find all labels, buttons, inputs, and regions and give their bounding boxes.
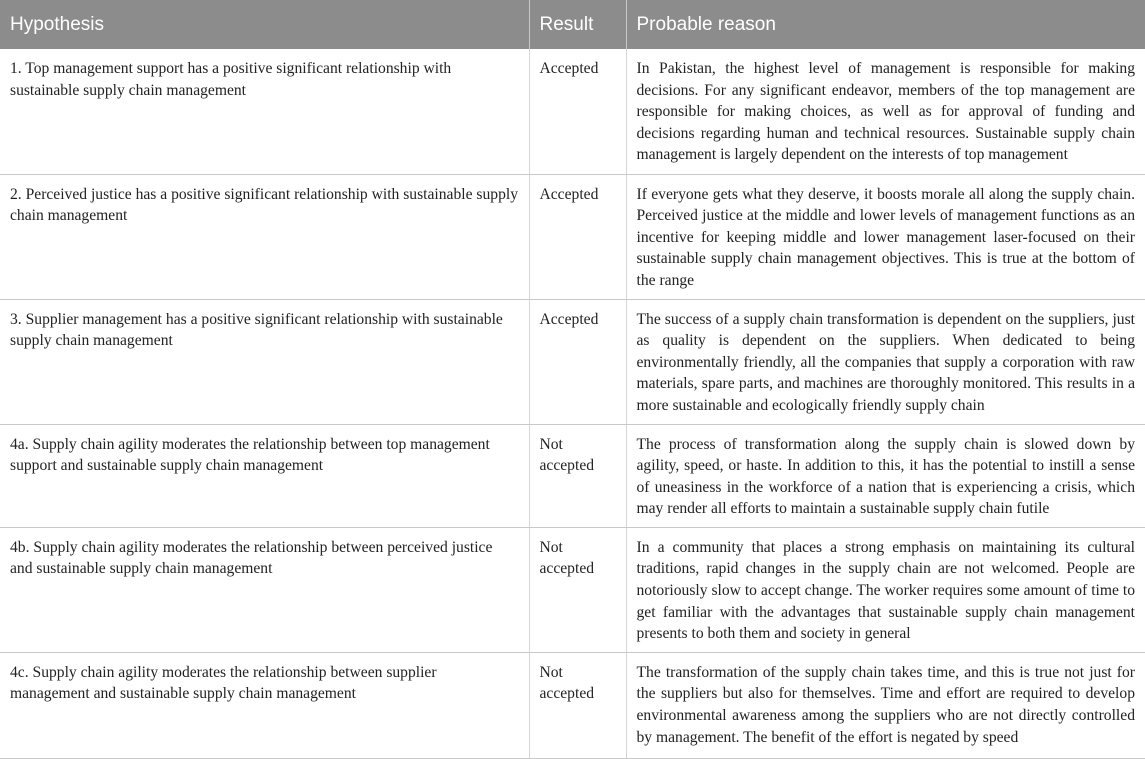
table-row [0, 49, 1145, 174]
table-header [0, 0, 1145, 49]
table-row [0, 299, 1145, 424]
table-row [0, 652, 1145, 758]
table-row [0, 174, 1145, 299]
hypothesis-cell: 4c. Supply chain agility moderates the relationship between supplier management and sustainable supply chain management [0, 652, 529, 758]
result-cell: Not accepted [529, 424, 626, 527]
result-cell: Accepted [529, 49, 626, 174]
result-cell: Not accepted [529, 527, 626, 652]
reason-cell: The process of transformation along the supply chain is slowed down by agility, speed, or haste. In addition to this, it has the potential to instill a sense of uneasiness in the workforce of a nation that is experiencing a crisis, which may render all efforts to maintain a sustainable supply chain futile [626, 424, 1145, 527]
header-hypothesis: Hypothesis [0, 0, 529, 49]
hypothesis-cell: 4b. Supply chain agility moderates the relationship between perceived justice and sustainable supply chain management [0, 527, 529, 652]
header-result: Result [529, 0, 626, 49]
reason-cell: The success of a supply chain transformation is dependent on the suppliers, just as quality is dependent on the suppliers. When dedicated to being environmentally friendly, all the companies that supply a corporation with raw materials, spare parts, and machines are thoroughly monitored. This results in a more sustainable and ecologically friendly supply chain [626, 299, 1145, 424]
reason-cell: In Pakistan, the highest level of management is responsible for making decisions. For any significant endeavor, members of the top management are responsible for making choices, as well as for approval of funding and decisions regarding human and technical resources. Sustainable supply chain management is largely dependent on the interests of top management [626, 49, 1145, 174]
hypothesis-cell: 2. Perceived justice has a positive significant relationship with sustainable supply chain management [0, 174, 529, 299]
table-row [0, 527, 1145, 652]
result-cell: Accepted [529, 174, 626, 299]
hypothesis-cell: 1. Top management support has a positive significant relationship with sustainable supply chain management [0, 49, 529, 174]
reason-cell: If everyone gets what they deserve, it boosts morale all along the supply chain. Perceived justice at the middle and lower levels of management functions as an incentive for keeping middle and lower management laser-focused on their sustainable supply chain management objectives. This is true at the bottom of the range [626, 174, 1145, 299]
table-row [0, 424, 1145, 527]
hypothesis-cell: 3. Supplier management has a positive significant relationship with sustainable supply chain management [0, 299, 529, 424]
result-cell: Accepted [529, 299, 626, 424]
reason-cell: In a community that places a strong emphasis on maintaining its cultural traditions, rapid changes in the supply chain are not welcomed. People are notoriously slow to accept change. The worker requires some amount of time to get familiar with the advantages that sustainable supply chain management presents to both them and society in general [626, 527, 1145, 652]
reason-cell: The transformation of the supply chain takes time, and this is true not just for the suppliers but also for themselves. Time and effort are required to develop environmental awareness among the suppliers who are not directly controlled by management. The benefit of the effort is negated by speed [626, 652, 1145, 758]
header-row [0, 0, 1145, 49]
hypothesis-cell: 4a. Supply chain agility moderates the relationship between top management support and sustainable supply chain management [0, 424, 529, 527]
table-body [0, 49, 1145, 758]
result-cell: Not accepted [529, 652, 626, 758]
header-probable-reason: Probable reason [626, 0, 1145, 49]
